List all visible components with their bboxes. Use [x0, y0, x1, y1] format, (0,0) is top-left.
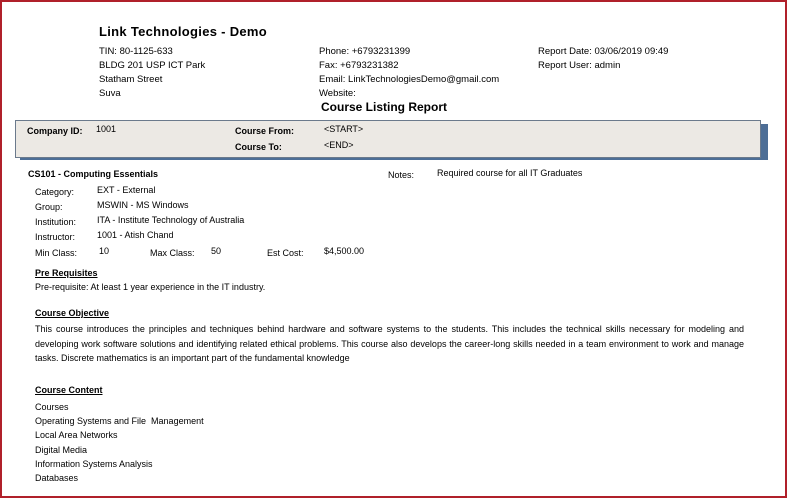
- min-class-label: Min Class:: [35, 248, 78, 258]
- course-title: CS101 - Computing Essentials: [28, 169, 159, 179]
- max-class-label: Max Class:: [150, 248, 195, 258]
- report-title: Course Listing Report: [321, 100, 448, 114]
- prerequisites-text: Pre-requisite: At least 1 year experience in the IT industry.: [35, 282, 266, 292]
- content-item: Digital Media: [35, 444, 88, 455]
- institution-value: ITA - Institute Technology of Australia: [97, 215, 245, 225]
- instructor-value: 1001 - Atish Chand: [97, 230, 174, 240]
- report-date: Report Date: 03/06/2019 09:49: [538, 46, 669, 57]
- parameter-box: [15, 120, 761, 158]
- content-list: [35, 400, 204, 485]
- content-item: Databases: [35, 473, 79, 484]
- course-from-value: <START>: [324, 124, 364, 134]
- course-from-label: Course From:: [235, 126, 295, 136]
- report-user: Report User: admin: [538, 60, 621, 71]
- group-value: MSWIN - MS Windows: [97, 200, 189, 210]
- course-to-value: <END>: [324, 140, 354, 150]
- notes-value: Required course for all IT Graduates: [437, 168, 583, 178]
- category-label: Category:: [35, 187, 75, 197]
- content-item: Courses: [35, 402, 69, 412]
- instructor-label: Instructor:: [35, 232, 76, 242]
- notes-label: Notes:: [388, 170, 415, 180]
- institution-label: Institution:: [35, 217, 77, 227]
- min-class-value: 10: [99, 246, 110, 256]
- company-id-label: Company ID:: [27, 126, 83, 136]
- company-address-line2: Statham Street: [99, 74, 163, 85]
- objective-heading: Course Objective: [35, 308, 110, 318]
- company-phone: Phone: +6793231399: [319, 46, 411, 57]
- est-cost-value: $4,500.00: [324, 246, 365, 256]
- objective-text: This course introduces the principles and techniques behind hardware and software systems to the students. This includes the technical skills necessary for modeling and developing work software solutions and identifying related ethical problems. This course also develops the career-long skills needed in a team environment to work and manage tasks. Discrete mathematics is an important part of the fundamental knowledge: [35, 324, 744, 363]
- category-value: EXT - External: [97, 185, 156, 195]
- company-tin: TIN: 80-1125-633: [99, 46, 173, 57]
- course-to-label: Course To:: [235, 142, 282, 152]
- est-cost-label: Est Cost:: [267, 248, 304, 258]
- company-name: Link Technologies - Demo: [99, 24, 268, 39]
- company-fax: Fax: +6793231382: [319, 60, 399, 71]
- content-item: Local Area Networks: [35, 430, 118, 441]
- content-item: Operating Systems and File Management: [35, 416, 204, 427]
- content-heading: Course Content: [35, 385, 103, 395]
- content-item: Information Systems Analysis: [35, 458, 153, 469]
- company-email: Email: LinkTechnologiesDemo@gmail.com: [319, 74, 500, 85]
- prerequisites-heading: Pre Requisites: [35, 268, 98, 278]
- company-address-line3: Suva: [99, 88, 121, 99]
- max-class-value: 50: [211, 246, 222, 256]
- company-address-line1: BLDG 201 USP ICT Park: [99, 60, 206, 71]
- company-website: Website:: [319, 88, 356, 99]
- company-id-value: 1001: [96, 124, 117, 134]
- group-label: Group:: [35, 202, 63, 212]
